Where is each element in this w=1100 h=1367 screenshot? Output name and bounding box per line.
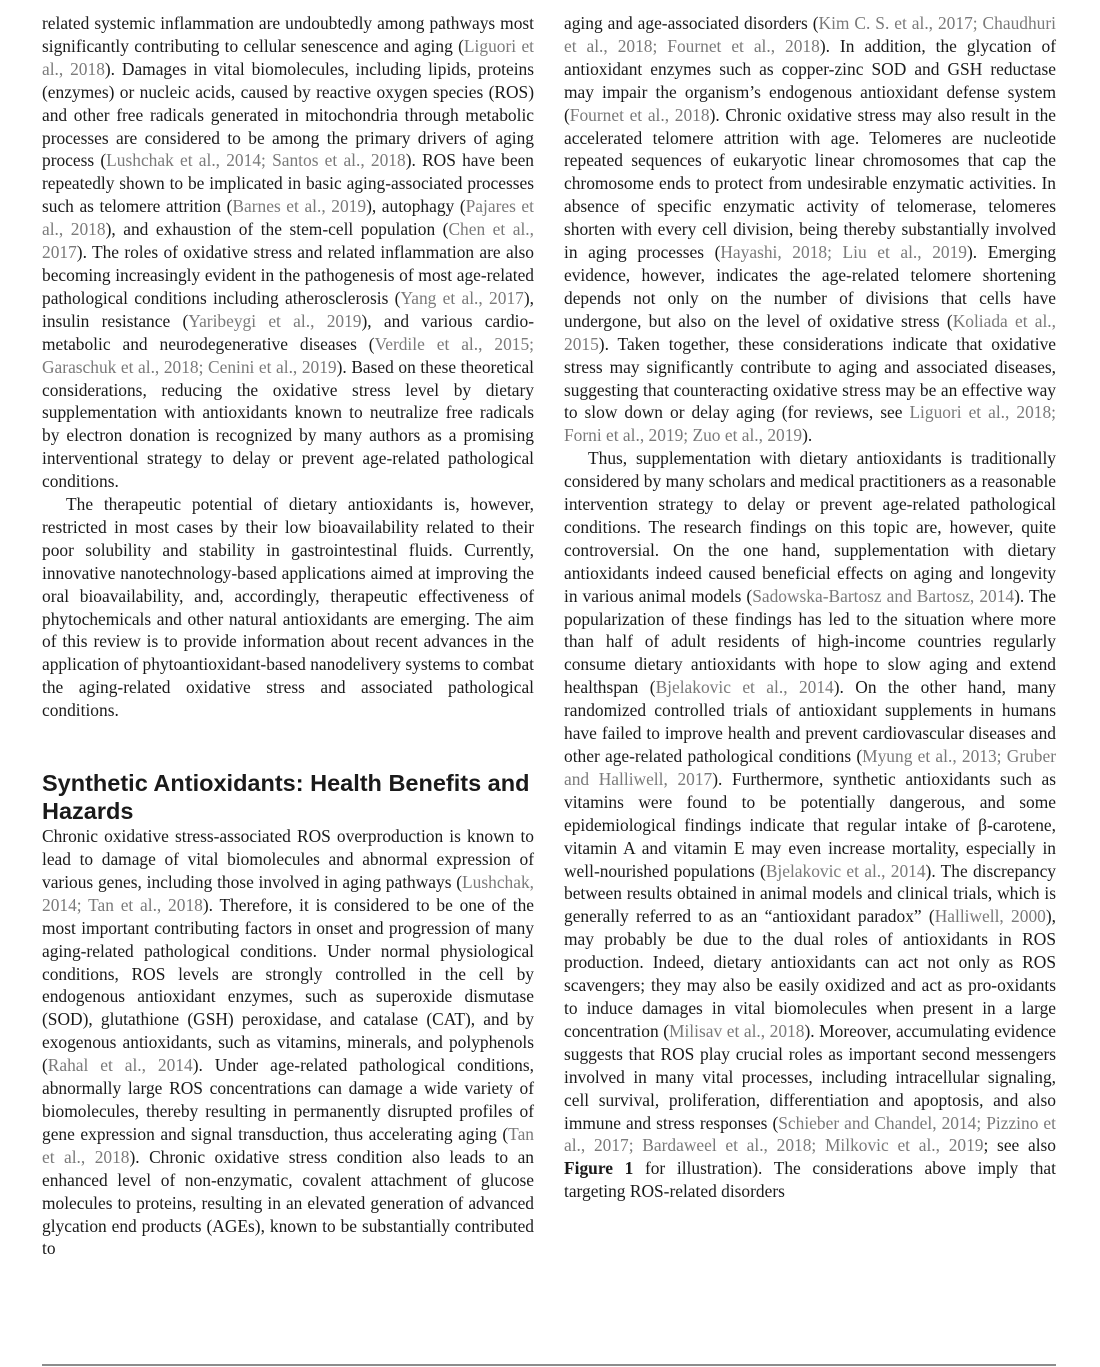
right-column [564,12,1056,1203]
citation-link[interactable]: Yaribeygi et al., 2019 [188,310,362,331]
citation-link[interactable]: Yang et al., 2017 [400,287,524,308]
citation-link[interactable]: Rahal et al., 2014 [47,1055,193,1076]
citation-link[interactable]: Lushchak, 2014; Tan et al., 2018 [42,871,534,915]
figure-reference-link[interactable]: Figure 1 [564,1158,634,1179]
citation-link[interactable]: Verdile et al., 2015; Garaschuk et al., 2018; Cenini et al., 2019 [42,333,534,377]
citation-link[interactable]: Chen et al., 2017 [42,219,535,263]
citation-link[interactable]: Fournet et al., 2018 [569,104,710,125]
paragraph: Thus, supplementation with dietary antioxidants is traditionally considered by many scholars and medical practitioners as a reasonable intervention strategy to delay or prevent age-related pathological conditions. The research findings on this topic are, however, quite controversial. On the one hand, supplementation with dietary antioxidants indeed caused beneficial effects on aging and longevity in various animal models (Sadowska-Bartosz and Bartosz, 2014). The popularization of these findings has led to the situation where more than half of adult residents of high-income countries regularly consume dietary antioxidants with hope to slow aging and extend healthspan (Bjelakovic et al., 2014). On the other hand, many randomized controlled trials of antioxidant supplements in humans have failed to improve health and prevent cardiovascular diseases and other age-related pathological conditions (Myung et al., 2013; Gruber and Halliwell, 2017). Furthermore, synthetic antioxidants such as vitamins were found to be potentially dangerous, and some epidemiological findings indicate that regular intake of β-carotene, vitamin A and vitamin E may even increase mortality, especially in well-nourished populations (Bjelakovic et al., 2014). The discrepancy between results obtained in animal models and clinical trials, which is generally referred to as an “antioxidant paradox” (Halliwell, 2000), may probably be due to the dual roles of antioxidants in ROS production. Indeed, dietary antioxidants can act not only as ROS scavengers; they may also be easily oxidized and act as pro-oxidants to induce damages in vital biomolecules when present in a large concentration (Milisav et al., 2018). Moreover, accumulating evidence suggests that ROS play crucial roles as important second messengers involved in many vital processes, including intracellular signaling, cell survival, proliferation, differentiation and apoptosis, and also immune and stress responses (Schieber and Chandel, 2014; Pizzino et al., 2017; Bardaweel et al., 2018; Milkovic et al., 2019; see also Figure 1 for illustration). The considerations above imply that targeting ROS-related disorders [564,448,1057,1202]
citation-link[interactable]: Bjelakovic et al., 2014 [765,860,926,881]
citation-link[interactable]: Tan et al., 2018 [42,1123,534,1167]
section-heading: Synthetic Antioxidants: Health Benefits and Hazards [42,770,530,824]
citation-link[interactable]: Kim C. S. et al., 2017; Chaudhuri et al., 2018; Fournet et al., 2018 [564,13,1056,56]
citation-link[interactable]: Sadowska-Bartosz and Bartosz, 2014 [752,585,1015,606]
paragraph: aging and age-associated disorders (Kim C. S. et al., 2017; Chaudhuri et al., 2018; Fournet et al., 2018). In addition, the glycation of antioxidant enzymes such as copper-zinc SOD and GSH reductase may impair the organism’s endogenous antioxidant defense system (Fournet et al., 2018). Chronic oxidative stress may also result in the accelerated telomere attrition with age. Telomeres are nucleotide repeated sequences of eukaryotic linear chromosomes that cap the chromosome ends to protect from undesirable enzymatic activities. In absence of specific enzymatic activity of telomerase, telomeres shorten with every cell division, being thereby substantially involved in aging processes (Hayashi, 2018; Liu et al., 2019). Emerging evidence, however, indicates the age-related telomere shortening depends not only on the number of divisions that cells have undergone, but also on the level of oxidative stress (Koliada et al., 2015). Taken together, these considerations indicate that oxidative stress may significantly contribute to aging and associated diseases, suggesting that counteracting oxidative stress may be an effective way to slow down or delay aging (for reviews, see Liguori et al., 2018; Forni et al., 2019; Zuo et al., 2019). [564,13,1057,446]
citation-link[interactable]: Bjelakovic et al., 2014 [655,677,834,698]
footer-rule [42,1364,1056,1366]
citation-link[interactable]: Schieber and Chandel, 2014; Pizzino et al., 2017; Bardaweel et al., 2018; Milkovic et al., 2019 [564,1112,1056,1156]
paragraph: related systemic inflammation are undoubtedly among pathways most significantly contributing to cellular senescence and aging (Liguori et al., 2018). Damages in vital biomolecules, including lipids, proteins (enzymes) or nucleic acids, caused by reactive oxygen species (ROS) and other free radicals generated in mitochondria through metabolic processes are considered to be among the primary drivers of aging process (Lushchak et al., 2014; Santos et al., 2018). ROS have been repeatedly shown to be implicated in basic aging-associated processes such as telomere attrition (Barnes et al., 2019), autophagy (Pajares et al., 2018), and exhaustion of the stem-cell population (Chen et al., 2017). The roles of oxidative stress and related inflammation are also becoming increasingly evident in the pathogenesis of most age-related pathological conditions including atherosclerosis (Yang et al., 2017), insulin resistance (Yaribeygi et al., 2019), and various cardio-metabolic and neurodegenerative diseases (Verdile et al., 2015; Garaschuk et al., 2018; Cenini et al., 2019). Based on these theoretical considerations, reducing the oxidative stress level by dietary supplementation with antioxidants known to neutralize free radicals by electron donation is recognized by many authors as a promising interventional strategy to delay or prevent age-related pathological conditions. [42,13,535,492]
paragraph: The therapeutic potential of dietary antioxidants is, however, restricted in most cases by their low bioavailability related to their poor solubility and stability in gastrointestinal fluids. Currently, innovative nanotechnology-based applications aimed at improving the oral bioavailability, and, accordingly, therapeutic effectiveness of phytochemicals and other natural antioxidants are emerging. The aim of this review is to provide information about recent advances in the application of phytoantioxidant-based nanodelivery systems to combat the aging-related oxidative stress and associated pathological conditions. [42,494,534,721]
citation-link[interactable]: Pajares et al., 2018 [42,196,534,240]
citation-link[interactable]: Myung et al., 2013; Gruber and Halliwell, 2017 [564,746,1057,789]
paragraph: Chronic oxidative stress-associated ROS overproduction is known to lead to damage of vital biomolecules and abnormal expression of various genes, including those involved in aging pathways (Lushchak, 2014; Tan et al., 2018). Therefore, it is considered to be one of the most important contributing factors in onset and progression of many aging-related pathological conditions. Under normal physiological conditions, ROS levels are strongly controlled in the cell by endogenous antioxidant enzymes, such as superoxide dismutase (SOD), glutathione (GSH) peroxidase, and catalase (CAT), and by exogenous antioxidants, such as vitamins, minerals, and polyphenols (Rahal et al., 2014). Under age-related pathological conditions, abnormally large ROS concentrations can damage a wide variety of biomolecules, thereby resulting in permanently disrupted profiles of gene expression and signal transduction, thus accelerating aging (Tan et al., 2018). Chronic oxidative stress condition also leads to an enhanced level of non-enzymatic, covalent attachment of glucose molecules to proteins, resulting in an elevated generation of advanced glycation end products (AGEs), known to be substantially contributed to [42,826,534,1259]
left-column [42,12,534,1260]
citation-link[interactable]: Barnes et al., 2019 [232,196,367,217]
citation-link[interactable]: Halliwell, 2000 [934,906,1046,927]
citation-link[interactable]: Liguori et al., 2018; Forni et al., 2019; Zuo et al., 2019 [564,402,1056,446]
citation-link[interactable]: Koliada et al., 2015 [564,310,1057,354]
citation-link[interactable]: Milisav et al., 2018 [669,1020,805,1041]
citation-link[interactable]: Liguori et al., 2018 [42,35,534,79]
citation-link[interactable]: Hayashi, 2018; Liu et al., 2019 [720,242,968,263]
citation-link[interactable]: Lushchak et al., 2014; Santos et al., 2018 [106,150,406,171]
